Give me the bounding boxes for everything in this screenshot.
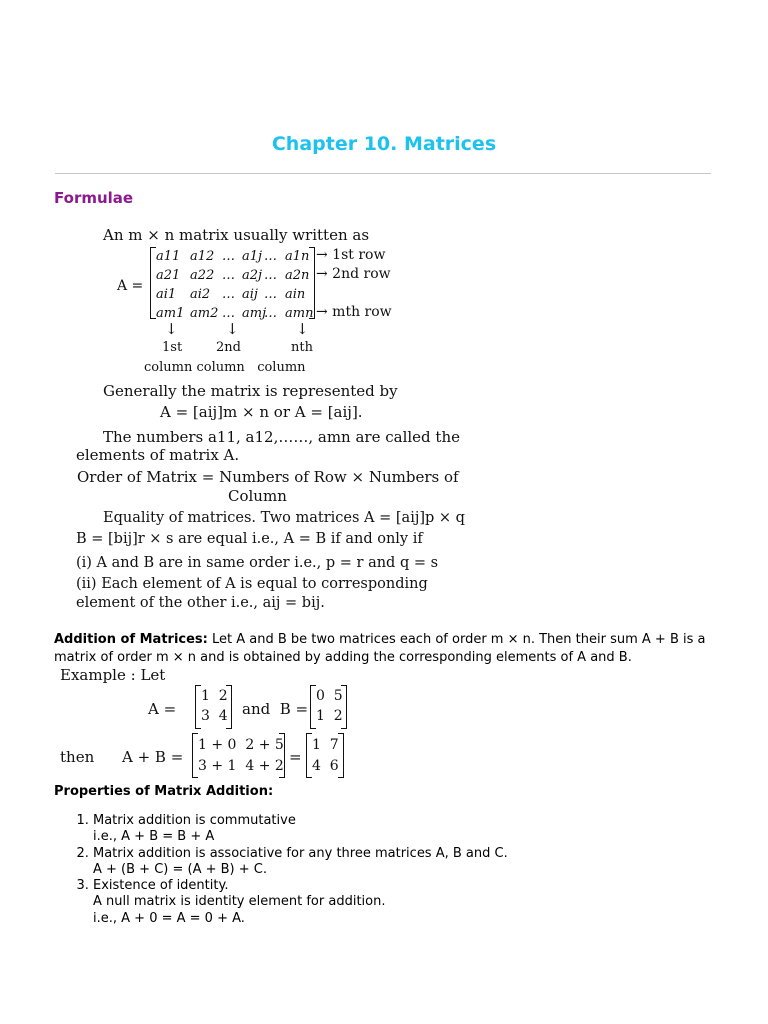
figure-line: Equality of matrices. Two matrices A = [aij]p × q	[103, 510, 465, 526]
figure-line: A = [aij]m × n or A = [aij].	[160, 403, 363, 421]
matrix-element: am2	[190, 306, 219, 321]
properties-heading: Properties of Matrix Addition:	[54, 784, 274, 799]
matrix-element: …	[264, 249, 277, 264]
matrix-b-row: 0 5	[316, 688, 343, 704]
matrix-element: ain	[285, 287, 306, 302]
sum-row: 3 + 1 4 + 2	[198, 758, 284, 774]
properties-list	[54, 813, 693, 927]
matrix-element: …	[264, 287, 277, 302]
figure-intro: An m × n matrix usually written as	[103, 226, 370, 244]
figure-line: The numbers a11, a12,……, amn are called the	[103, 428, 460, 446]
matrix-element: a1n	[285, 249, 310, 264]
col-label-n: nth	[291, 340, 313, 355]
matrix-b-row: 1 2	[316, 708, 343, 724]
figure-line: (ii) Each element of A is equal to corresponding	[76, 576, 428, 592]
col-words: column column column	[144, 360, 306, 375]
addition-paragraph	[54, 631, 724, 667]
sum-label: A + B =	[122, 748, 184, 766]
list-item-detail: i.e., A + B = B + A	[93, 829, 215, 845]
matrix-element: …	[264, 306, 277, 321]
row-label-1: → 1st row	[316, 247, 386, 263]
matrix-element: …	[222, 306, 235, 321]
matrix-element: a2n	[285, 268, 310, 283]
row-label-m: → mth row	[316, 304, 392, 320]
bracket	[279, 733, 285, 778]
matrix-element: a2j	[242, 268, 263, 283]
page-title: Chapter 10. Matrices	[271, 133, 497, 155]
list-item-detail: i.e., A + 0 = A = 0 + A.	[93, 910, 245, 926]
matrix-element: aij	[242, 287, 258, 302]
figure-line: Order of Matrix = Numbers of Row × Numbers of	[77, 468, 459, 486]
down-arrow-icon: ↓	[165, 320, 178, 338]
addition-text: Let A and B be two matrices each of order m × n. Then their sum A + B is a matrix of order m × n and is obtained by adding the corresponding elements of A and B.	[54, 632, 706, 665]
and-b-label: and B =	[242, 700, 309, 718]
list-item-text: Matrix addition is commutative	[93, 813, 296, 828]
matrix-element: …	[222, 268, 235, 283]
matrix-element: a1j	[242, 249, 263, 264]
matrix-element: …	[222, 249, 235, 264]
sum-row: 1 + 0 2 + 5	[198, 737, 284, 753]
row-label-2: → 2nd row	[316, 266, 391, 282]
equals-sign: =	[289, 748, 302, 766]
figure-line: Generally the matrix is represented by	[103, 382, 398, 400]
list-item-text: Matrix addition is associative for any three matrices A, B and C.	[93, 845, 508, 861]
list-item-detail: A null matrix is identity element for addition.	[93, 894, 386, 910]
list-item-text: Existence of identity.	[93, 878, 229, 894]
col-label-1: 1st	[162, 340, 183, 355]
bracket	[338, 733, 344, 778]
then-label: then	[60, 748, 95, 766]
list-item	[93, 846, 693, 879]
section-heading: Formulae	[54, 189, 134, 207]
matrix-label: A =	[117, 278, 144, 294]
list-item	[93, 878, 693, 927]
matrix-a-label: A =	[148, 700, 177, 718]
down-arrow-icon: ↓	[296, 320, 309, 338]
list-item-detail: A + (B + C) = (A + B) + C.	[93, 861, 267, 877]
down-arrow-icon: ↓	[226, 320, 239, 338]
divider	[55, 173, 711, 174]
result-row: 4 6	[312, 758, 339, 774]
figure-line: elements of matrix A.	[76, 446, 240, 464]
figure-line: (i) A and B are in same order i.e., p = r and q = s	[76, 555, 439, 571]
figure-line: B = [bij]r × s are equal i.e., A = B if and only if	[76, 531, 423, 547]
bracket	[226, 685, 232, 729]
matrix-element: …	[222, 287, 235, 302]
matrix-element: …	[264, 268, 277, 283]
matrix-element: a21	[156, 268, 181, 283]
matrix-a-row: 1 2	[201, 688, 228, 704]
matrix-a-row: 3 4	[201, 708, 228, 724]
addition-heading: Addition of Matrices:	[54, 632, 208, 647]
bracket	[341, 685, 347, 729]
list-item	[93, 813, 693, 846]
matrix-element: a11	[156, 249, 181, 264]
matrix-element: am1	[156, 306, 185, 321]
matrix-element: amj	[242, 306, 267, 321]
figure-line: Column	[228, 487, 287, 505]
matrix-element: ai1	[156, 287, 177, 302]
result-row: 1 7	[312, 737, 339, 753]
matrix-element: a22	[190, 268, 215, 283]
col-label-2: 2nd	[216, 340, 241, 355]
matrix-element: amn	[285, 306, 314, 321]
example-label: Example : Let	[60, 666, 166, 684]
matrix-element: ai2	[190, 287, 211, 302]
matrix-element: a12	[190, 249, 215, 264]
figure-line: element of the other i.e., aij = bij.	[76, 595, 325, 611]
